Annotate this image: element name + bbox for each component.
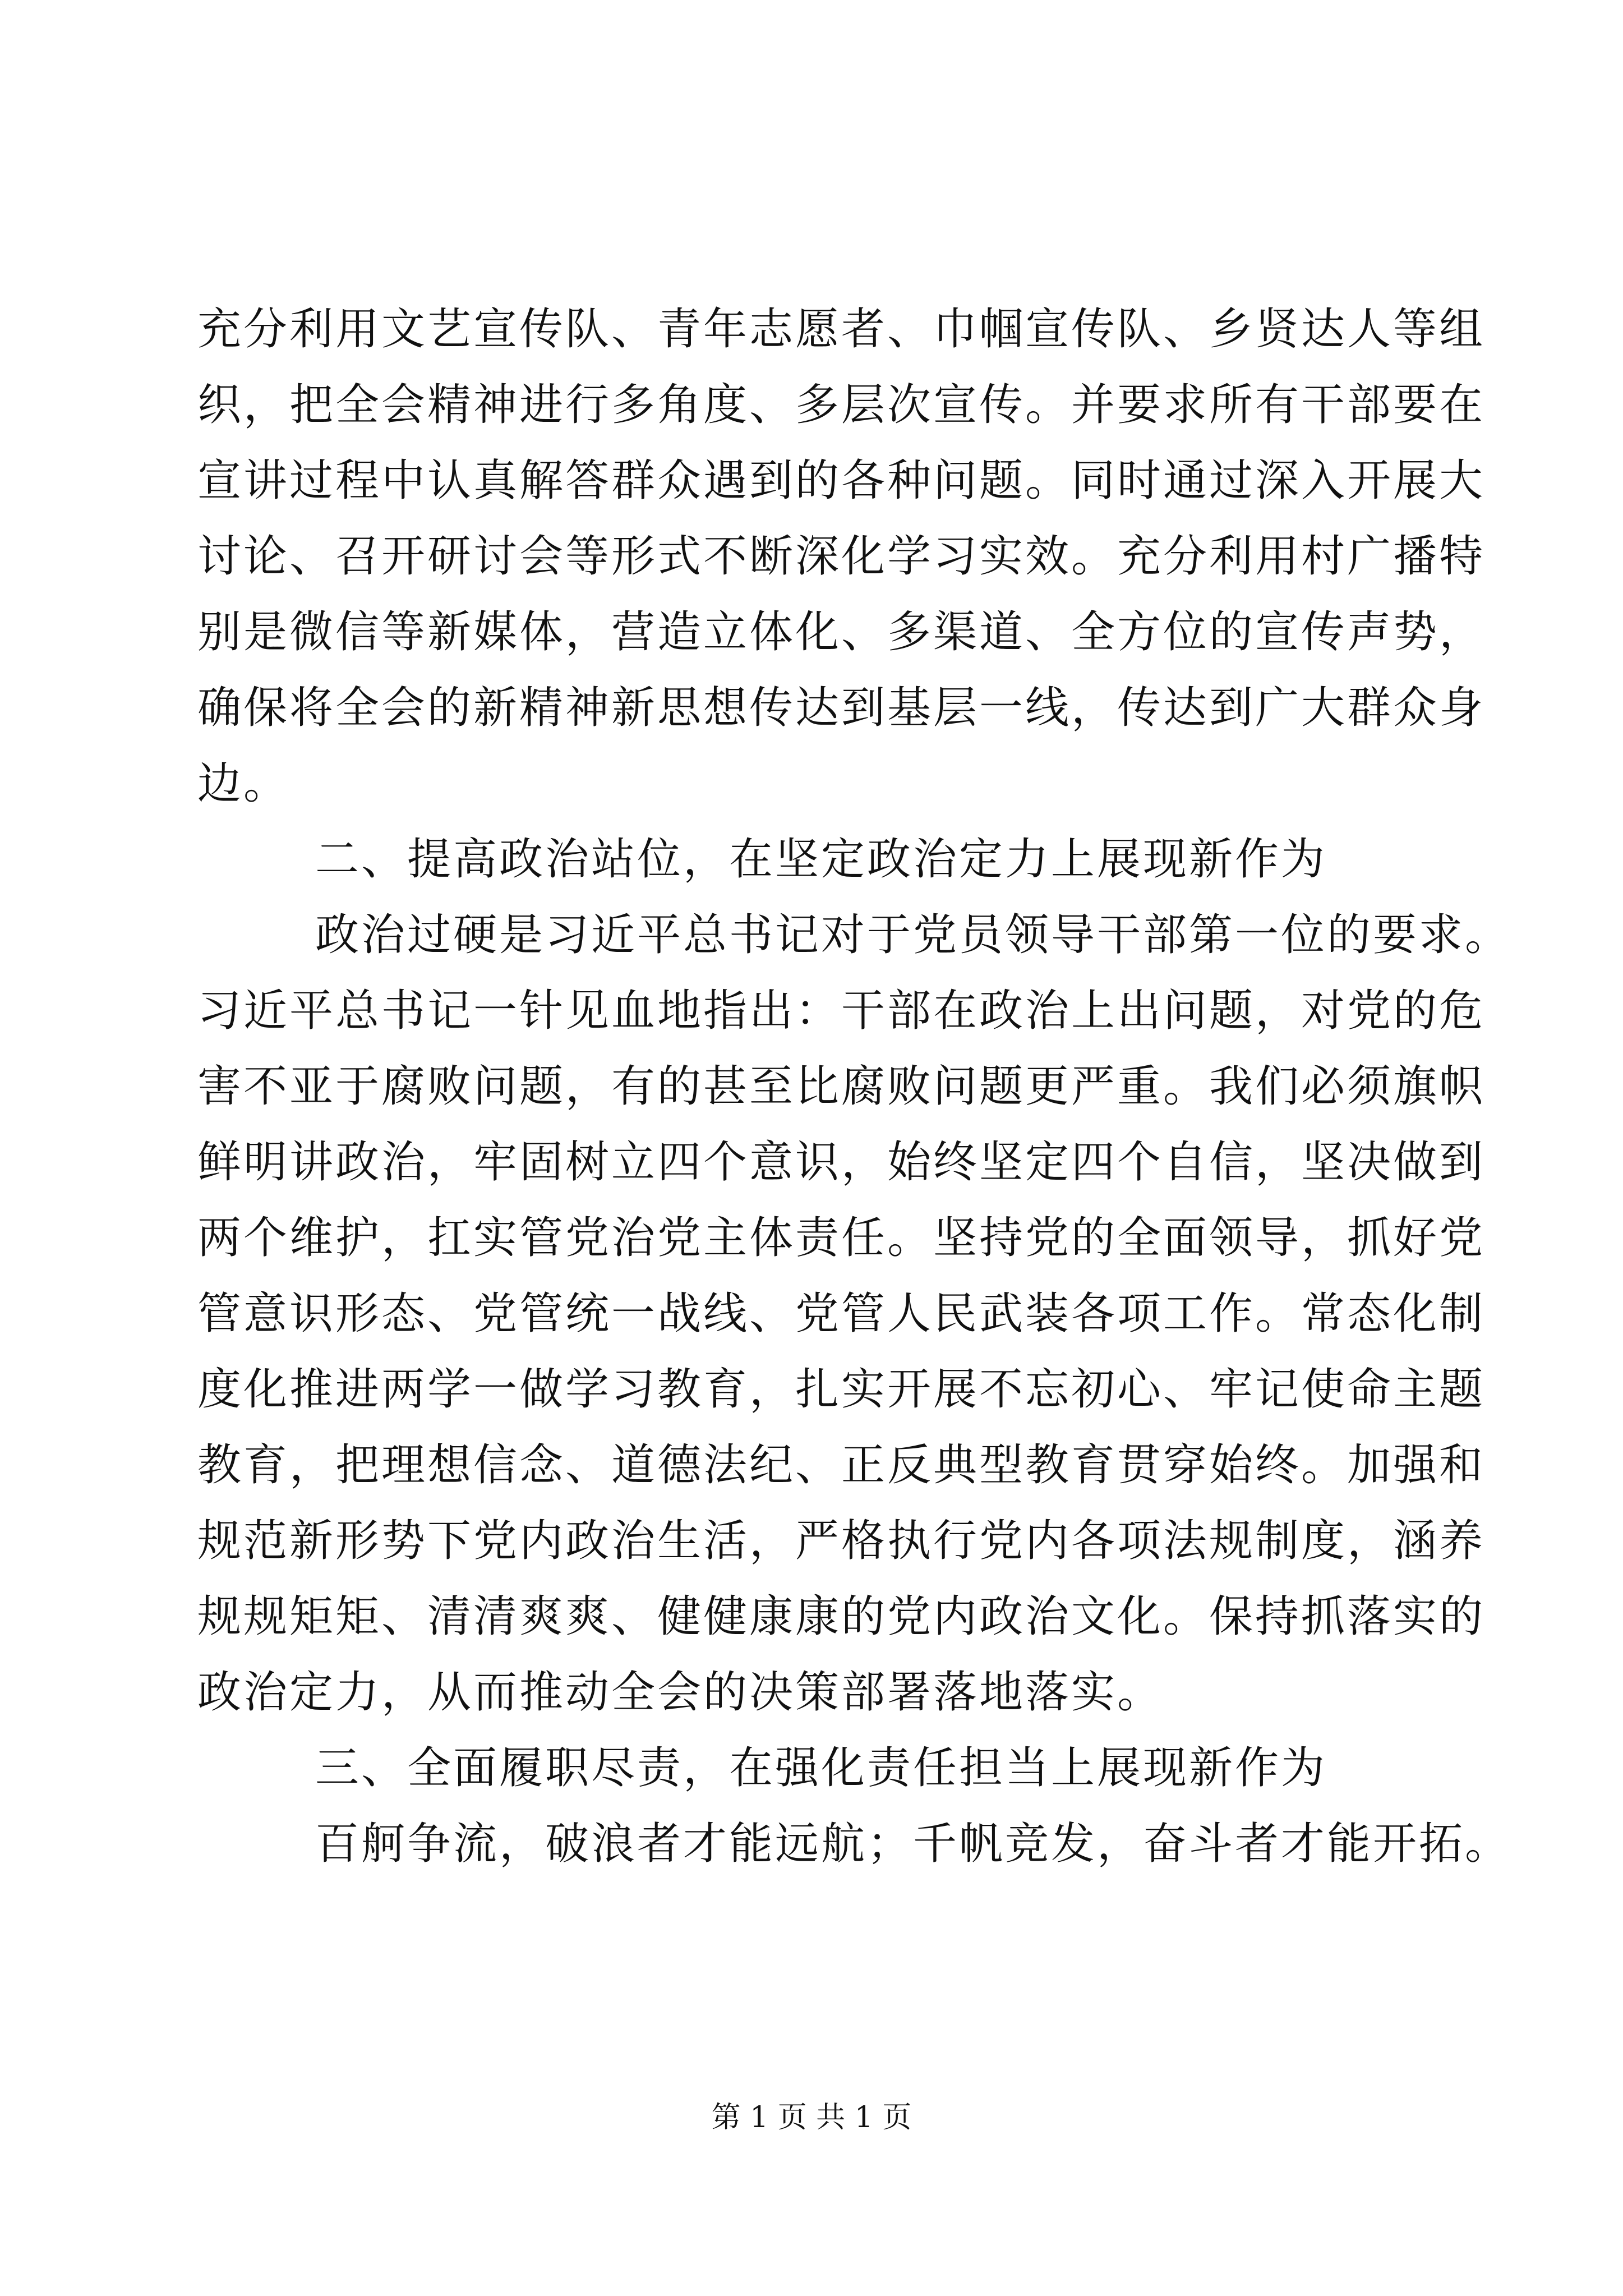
- body-text: [197, 292, 1511, 1882]
- section-heading: 三、全面履职尽责，在强化责任担当上展现新作为: [315, 1743, 1327, 1793]
- text-line: 鲜明讲政治，牢固树立四个意识，始终坚定四个自信，坚决做到: [197, 1137, 1486, 1188]
- text-line: 教育，把理想信念、道德法纪、正反典型教育贯穿始终。加强和: [197, 1440, 1486, 1490]
- text-line: 讨论、召开研讨会等形式不断深化学习实效。充分利用村广播特: [197, 531, 1486, 582]
- text-line: 两个维护，扛实管党治党主体责任。坚持党的全面领导，抓好党: [197, 1213, 1486, 1263]
- text-line: 规规矩矩、清清爽爽、健健康康的党内政治文化。保持抓落实的: [197, 1591, 1486, 1642]
- text-line: 政治定力，从而推动全会的决策部署落地落实。: [197, 1667, 1164, 1718]
- text-line: 边。: [197, 758, 290, 809]
- text-line: 习近平总书记一针见血地指出：干部在政治上出问题，对党的危: [197, 986, 1486, 1036]
- text-line: 确保将全会的新精神新思想传达到基层一线，传达到广大群众身: [197, 683, 1486, 733]
- text-line: 管意识形态、党管统一战线、党管人民武装各项工作。常态化制: [197, 1289, 1486, 1339]
- text-line: 宣讲过程中认真解答群众遇到的各种问题。同时通过深入开展大: [197, 455, 1486, 506]
- text-line: 度化推进两学一做学习教育，扎实开展不忘初心、牢记使命主题: [197, 1364, 1486, 1415]
- text-line: 织，把全会精神进行多角度、多层次宣传。并要求所有干部要在: [197, 380, 1486, 430]
- paragraph-start: 百舸争流，破浪者才能远航；千帆竞发，奋斗者才能开拓。: [315, 1819, 1511, 1869]
- text-line: 充分利用文艺宣传队、青年志愿者、巾帼宣传队、乡贤达人等组: [197, 304, 1486, 355]
- text-line: 别是微信等新媒体，营造立体化、多渠道、全方位的宣传声势，: [197, 607, 1486, 657]
- section-heading: 二、提高政治站位，在坚定政治定力上展现新作为: [315, 834, 1327, 885]
- paragraph-start: 政治过硬是习近平总书记对于党员领导干部第一位的要求。: [315, 910, 1511, 960]
- text-line: 害不亚于腐败问题，有的甚至比腐败问题更严重。我们必须旗帜: [197, 1061, 1486, 1112]
- text-line: 规范新形势下党内政治生活，严格执行党内各项法规制度，涵养: [197, 1516, 1486, 1566]
- page-number: 第 1 页 共 1 页: [711, 2101, 912, 2134]
